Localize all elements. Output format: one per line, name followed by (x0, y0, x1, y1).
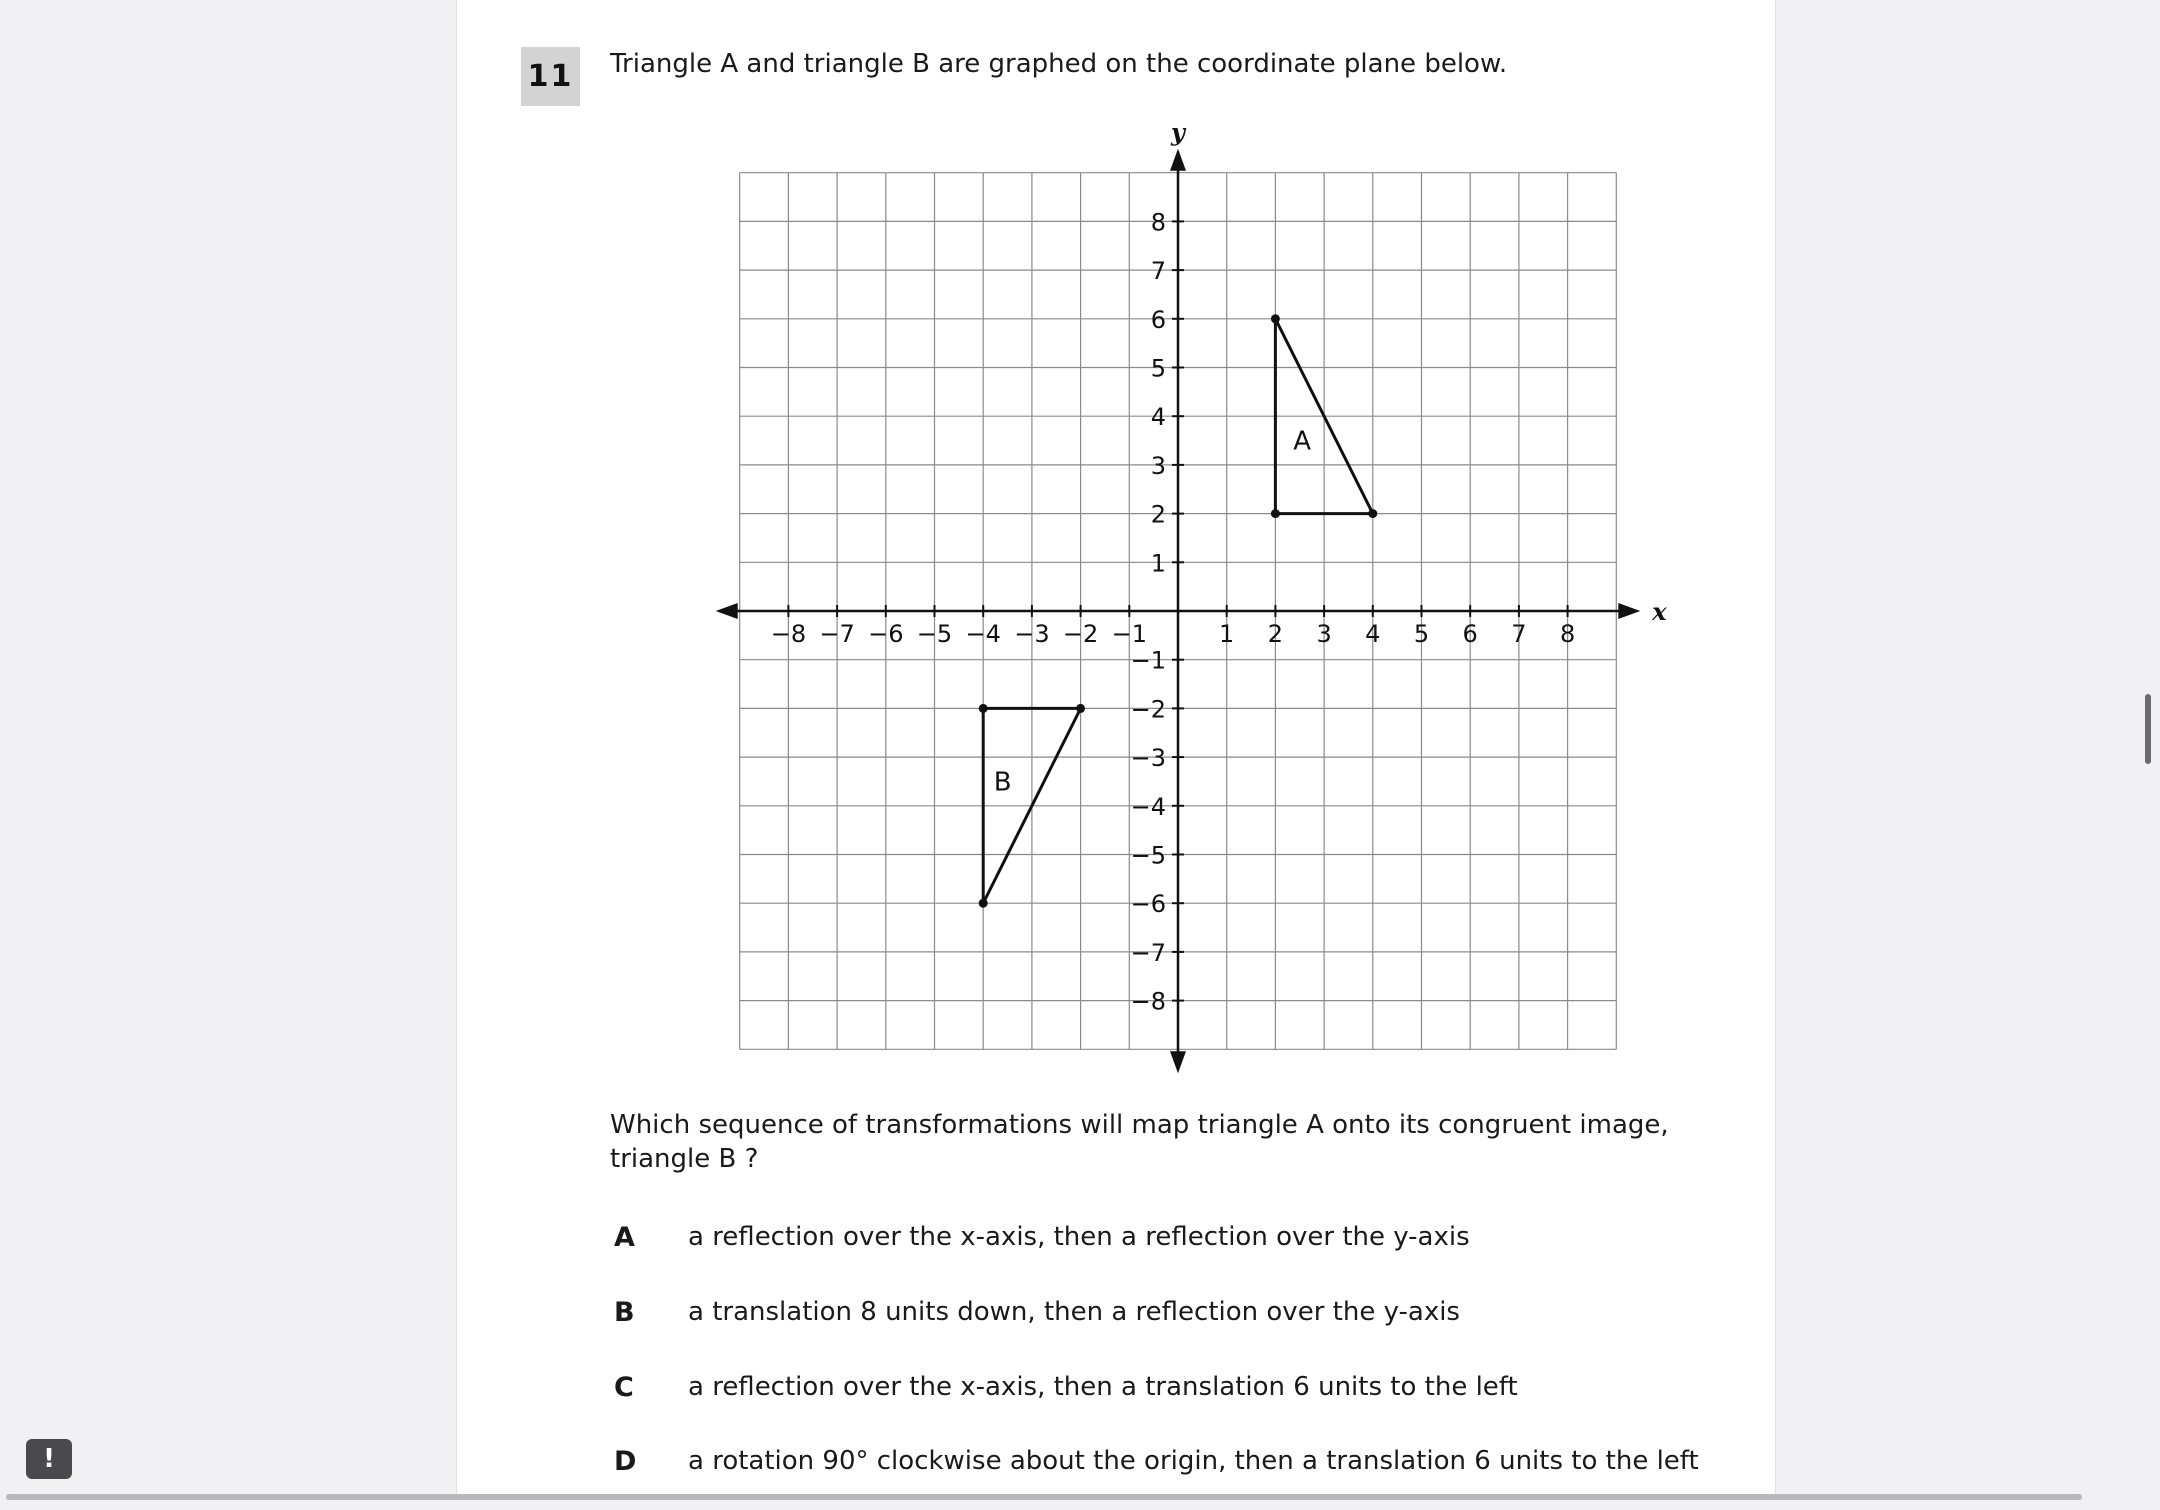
choice-d-letter[interactable]: D (614, 1446, 637, 1477)
x-tick-label: −1 (1111, 620, 1147, 648)
y-tick-label: 8 (1150, 208, 1166, 237)
y-tick-label: 6 (1150, 305, 1166, 334)
x-tick-label: −3 (1014, 620, 1050, 648)
triangle-b-vertex (979, 704, 988, 713)
y-tick-label: 3 (1150, 451, 1166, 480)
x-axis-arrow-left (716, 603, 738, 619)
horizontal-scrollbar[interactable] (6, 1494, 2082, 1500)
triangle-b-vertex (979, 899, 988, 908)
y-tick-label: 2 (1150, 500, 1166, 529)
choice-d-text[interactable]: a rotation 90° clockwise about the origin, then a translation 6 units to the left (688, 1446, 1699, 1476)
y-axis-arrow-down (1170, 1051, 1186, 1073)
y-tick-label: −4 (1130, 792, 1166, 821)
y-tick-label: −1 (1130, 646, 1166, 675)
x-tick-label: 7 (1511, 620, 1527, 648)
y-tick-label: −8 (1130, 987, 1166, 1016)
choice-c-text[interactable]: a reflection over the x-axis, then a translation 6 units to the left (688, 1372, 1518, 1402)
x-tick-label: −2 (1062, 620, 1099, 648)
x-axis-label: x (1652, 597, 1667, 626)
x-tick-label: −5 (916, 620, 953, 648)
exclamation-icon[interactable]: ! (26, 1439, 72, 1479)
triangle-a-label: A (1293, 426, 1312, 457)
x-tick-label: 1 (1219, 620, 1235, 648)
x-tick-label: −6 (868, 620, 904, 648)
y-tick-label: 1 (1150, 549, 1166, 578)
x-tick-label: −7 (819, 620, 855, 648)
choice-a-letter[interactable]: A (614, 1222, 635, 1253)
x-tick-label: 2 (1267, 620, 1284, 648)
y-tick-label: −3 (1130, 744, 1166, 773)
choice-b-text[interactable]: a translation 8 units down, then a reflection over the y-axis (688, 1297, 1460, 1327)
x-axis-arrow-right (1618, 603, 1640, 619)
x-tick-label: −8 (770, 620, 807, 648)
y-tick-label: 4 (1150, 403, 1166, 432)
x-tick-label: 3 (1316, 620, 1332, 648)
y-axis-arrow-up (1170, 149, 1186, 171)
y-axis-label: y (1171, 117, 1185, 147)
x-tick-label: 6 (1462, 620, 1478, 648)
choice-c-letter[interactable]: C (614, 1372, 634, 1403)
x-tick-label: 8 (1559, 620, 1576, 648)
triangle-a-vertex (1271, 314, 1280, 323)
triangle-b-label: B (993, 767, 1012, 798)
choice-a-text[interactable]: a reflection over the x-axis, then a reflection over the y-axis (688, 1222, 1470, 1252)
triangle-a-vertex (1368, 509, 1377, 518)
question-prompt: Which sequence of transformations will map triangle A onto its congruent image, triangle B ? (610, 1110, 1669, 1174)
choice-b-letter[interactable]: B (614, 1297, 635, 1328)
triangle-a-vertex (1271, 509, 1280, 518)
x-tick-label: 5 (1413, 620, 1430, 648)
y-tick-label: 5 (1150, 354, 1166, 383)
x-tick-label: −4 (965, 620, 1001, 648)
triangle-b-vertex (1076, 704, 1085, 713)
y-tick-label: 7 (1150, 257, 1166, 286)
y-tick-label: −6 (1130, 890, 1166, 919)
question-stem: Triangle A and triangle B are graphed on the coordinate plane below. (610, 49, 1508, 79)
x-tick-label: 4 (1365, 620, 1381, 648)
y-tick-label: −7 (1130, 938, 1166, 967)
question-number-badge: 11 (521, 47, 580, 106)
y-tick-label: −5 (1130, 841, 1166, 870)
y-tick-label: −2 (1130, 695, 1166, 724)
vertical-scrollbar-thumb[interactable] (2145, 694, 2151, 764)
